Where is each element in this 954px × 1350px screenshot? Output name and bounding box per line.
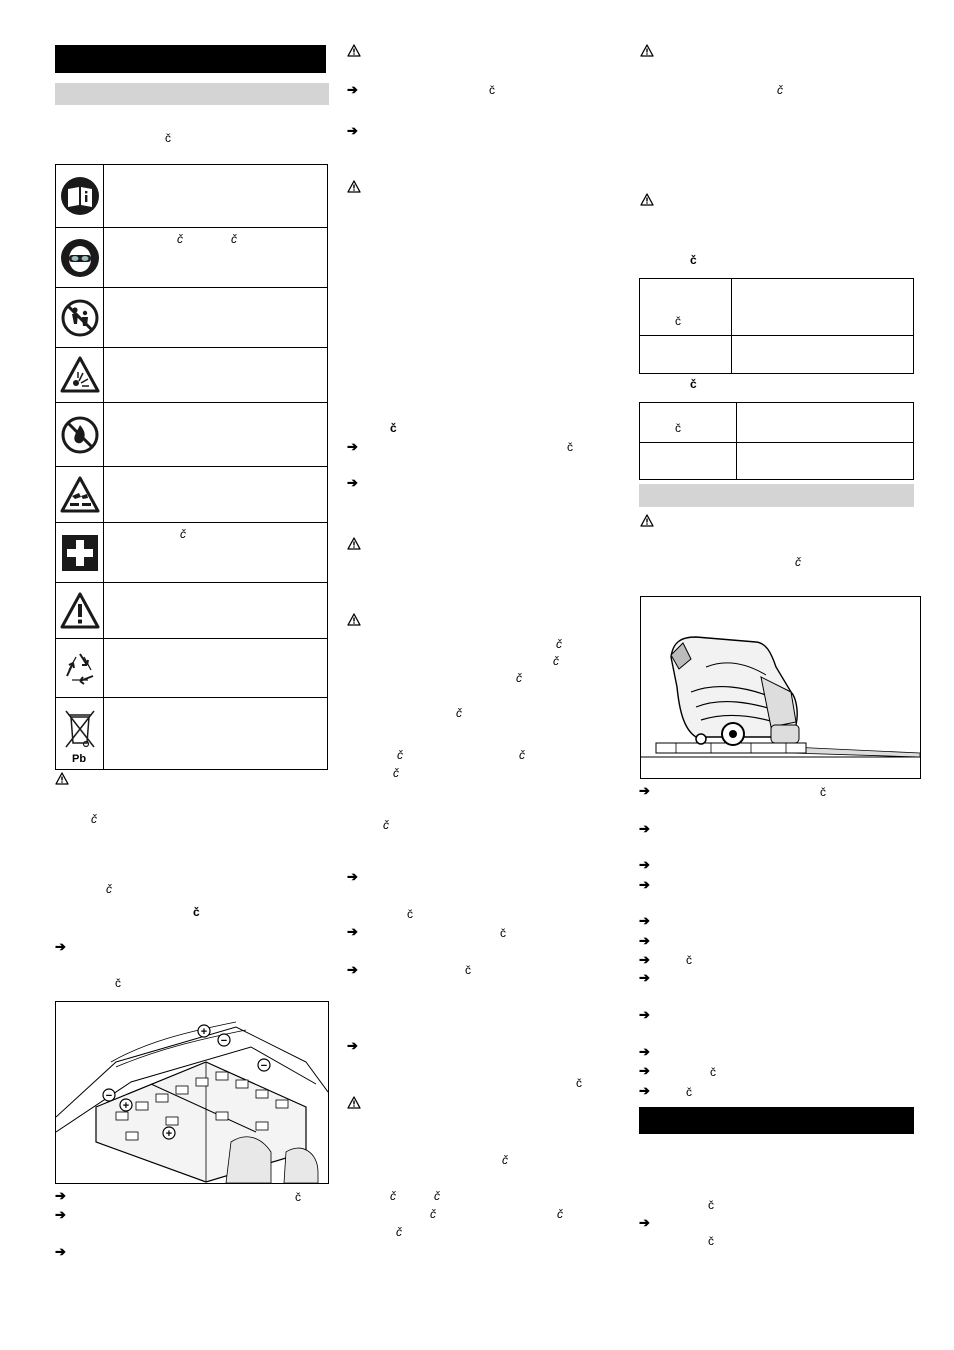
glyph: č (456, 706, 462, 720)
arrow-icon: ➔ (347, 1038, 358, 1053)
glyph: č (465, 963, 471, 977)
symbol-cell (56, 698, 104, 769)
minus-sign: − (220, 1035, 228, 1047)
glyph: č (115, 976, 121, 990)
glyph: č (556, 637, 562, 651)
symbol-row (56, 165, 327, 227)
arrow-icon: ➔ (55, 1188, 66, 1203)
arrow-icon: ➔ (639, 952, 650, 967)
battery-figure (55, 1001, 329, 1184)
arrow-icon: ➔ (639, 857, 650, 872)
arrow-icon: ➔ (55, 939, 66, 954)
arrow-icon: ➔ (55, 1207, 66, 1222)
warning-icon (347, 1096, 361, 1109)
glyph: č (434, 1189, 440, 1203)
glyph: č (708, 1234, 714, 1248)
arrow-icon: ➔ (639, 783, 650, 798)
glyph: č (690, 377, 697, 391)
corrosive-icon (59, 475, 101, 515)
explosive-icon (59, 355, 101, 395)
arrow-icon: ➔ (639, 970, 650, 985)
plus-sign: + (122, 1100, 130, 1112)
glyph: č (777, 83, 783, 97)
arrow-icon: ➔ (347, 475, 358, 490)
minus-sign: − (260, 1060, 268, 1072)
glyph: č (295, 1190, 301, 1204)
arrow-icon: ➔ (639, 913, 650, 928)
arrow-icon: ➔ (639, 1063, 650, 1078)
glyph: č (708, 1198, 714, 1212)
section-header-bar (639, 1107, 914, 1134)
symbol-cell (56, 523, 104, 582)
machine-figure (640, 596, 921, 779)
arrow-icon: ➔ (639, 821, 650, 836)
warning-icon (347, 613, 361, 626)
arrow-icon: ➔ (639, 1044, 650, 1059)
warning-icon (59, 591, 101, 631)
warning-icon (347, 180, 361, 193)
symbol-cell (56, 639, 104, 697)
glyph: č (820, 785, 826, 799)
glyph: č (710, 1065, 716, 1079)
glyph: č (177, 232, 183, 246)
arrow-icon: ➔ (347, 869, 358, 884)
glyph: č (397, 748, 403, 762)
plus-sign: + (165, 1128, 173, 1140)
spec-table-1 (639, 278, 914, 374)
symbol-row (56, 347, 327, 402)
warning-icon (347, 44, 361, 57)
symbol-row (56, 287, 327, 347)
warning-icon (640, 44, 654, 57)
arrow-icon: ➔ (639, 1007, 650, 1022)
arrow-icon: ➔ (347, 123, 358, 138)
symbol-row (56, 402, 327, 466)
symbol-row (56, 697, 327, 769)
battery-illustration (56, 1002, 328, 1183)
glyph: č (231, 232, 237, 246)
lead-label: Pb (72, 753, 87, 765)
glyph: č (553, 654, 559, 668)
warning-icon (640, 193, 654, 206)
arrow-icon: ➔ (639, 877, 650, 892)
glyph: č (516, 671, 522, 685)
minus-sign: − (105, 1090, 113, 1102)
glyph: č (519, 748, 525, 762)
arrow-icon: ➔ (55, 1244, 66, 1259)
symbol-cell (56, 583, 104, 638)
recycling-icon (60, 648, 100, 688)
symbol-cell (56, 403, 104, 466)
symbol-row (56, 582, 327, 638)
glyph: č (91, 812, 97, 826)
glyph: č (686, 953, 692, 967)
glyph: č (686, 1085, 692, 1099)
symbol-cell (56, 288, 104, 347)
arrow-icon: ➔ (639, 933, 650, 948)
section-header-bar (55, 45, 326, 73)
arrow-icon: ➔ (347, 924, 358, 939)
symbol-row (56, 466, 327, 522)
symbol-cell (56, 165, 104, 227)
goggles-icon (60, 238, 100, 278)
glyph: č (675, 421, 681, 435)
subsection-header-bar (55, 83, 329, 105)
glyph: č (502, 1153, 508, 1167)
symbol-row (56, 638, 327, 697)
glyph: č (165, 131, 171, 145)
no-children-icon (60, 298, 100, 338)
glyph: č (393, 766, 399, 780)
glyph: č (489, 83, 495, 97)
symbol-row (56, 227, 327, 287)
symbol-cell (56, 467, 104, 522)
symbol-cell (56, 228, 104, 287)
glyph: č (690, 253, 697, 267)
glyph: č (500, 926, 506, 940)
symbol-cell (56, 348, 104, 402)
warning-icon (640, 514, 654, 527)
glyph: č (407, 907, 413, 921)
glyph: č (396, 1225, 402, 1239)
glyph: č (383, 818, 389, 832)
warning-icon (55, 772, 69, 785)
glyph: č (180, 527, 186, 541)
glyph: č (193, 905, 200, 919)
glyph: č (106, 882, 112, 896)
subsection-header-bar (639, 484, 914, 507)
spec-table-2 (639, 402, 914, 480)
glyph: č (576, 1076, 582, 1090)
no-fire-icon (60, 415, 100, 455)
glyph: č (567, 440, 573, 454)
arrow-icon: ➔ (347, 82, 358, 97)
glyph: č (557, 1207, 563, 1221)
book-info-icon (60, 176, 100, 216)
first-aid-icon (61, 534, 99, 572)
glyph: č (390, 1189, 396, 1203)
glyph: č (675, 314, 681, 328)
glyph: č (390, 421, 397, 435)
arrow-icon: ➔ (639, 1215, 650, 1230)
arrow-icon: ➔ (347, 962, 358, 977)
symbol-row (56, 522, 327, 582)
glyph: č (795, 555, 801, 569)
arrow-icon: ➔ (639, 1083, 650, 1098)
warning-icon (347, 537, 361, 550)
plus-sign: + (200, 1026, 208, 1038)
glyph: č (430, 1207, 436, 1221)
arrow-icon: ➔ (347, 439, 358, 454)
safety-symbols-table (55, 164, 328, 770)
scrubber-machine-illustration (641, 597, 920, 778)
